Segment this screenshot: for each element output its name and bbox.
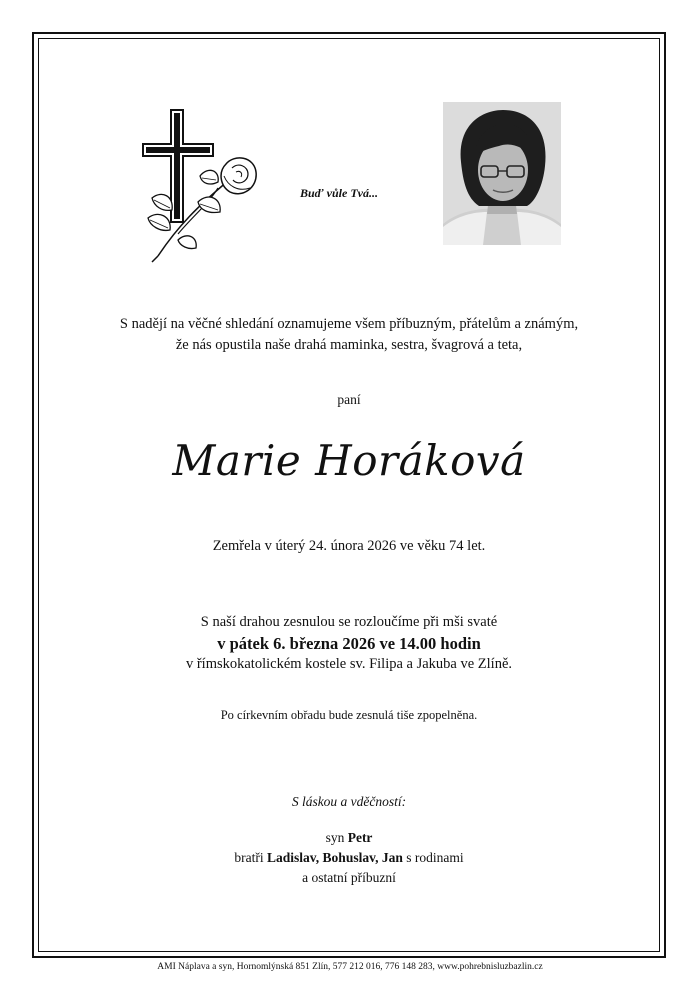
portrait-photo <box>443 102 561 245</box>
deceased-name: Marie Horáková <box>172 436 526 485</box>
brothers-suffix: s rodinami <box>402 850 464 865</box>
cremation-note: Po církevním obřadu bude zesnulá tiše zpopelněna. <box>220 708 478 722</box>
intro-line-2: že nás opustila naše drahá maminka, sestra, švagrová a teta, <box>175 337 523 353</box>
intro-paragraph <box>38 314 660 356</box>
inner-border <box>38 38 660 952</box>
title-word: paní <box>337 392 361 407</box>
funeral-service-footer: AMI Náplava a syn, Hornomlýnská 851 Zlín, 577 212 016, 776 148 283, www.pohrebnisluzbazlin.cz <box>157 962 543 972</box>
intro-line-1: S nadějí na věčné shledání oznamujeme všem příbuzným, přátelům a známým, <box>119 316 579 332</box>
death-notice: Zemřela v úterý 24. února 2026 ve věku 74 let. <box>212 538 486 554</box>
brothers-names: Ladislav, Bohuslav, Jan <box>267 850 403 865</box>
farewell-block <box>38 612 660 675</box>
brothers-prefix: bratři <box>234 850 268 865</box>
farewell-line-1: S naší drahou zesnulou se rozloučíme při mši svaté <box>200 614 498 630</box>
mourner-others: a ostatní příbuzní <box>302 870 396 885</box>
farewell-datetime: v pátek 6. března 2026 ve 14.00 hodin <box>217 634 481 653</box>
motto-text: Buď vůle Tvá... <box>300 186 378 200</box>
son-prefix: syn <box>325 830 348 845</box>
mourner-brothers <box>38 848 660 868</box>
mourners-list <box>38 828 660 888</box>
mourner-son <box>38 828 660 848</box>
son-name: Petr <box>347 830 373 845</box>
farewell-place: v římskokatolickém kostele sv. Filipa a Jakuba ve Zlíně. <box>185 656 513 672</box>
closing-phrase: S láskou a vděčností: <box>291 794 407 809</box>
cross-with-rose-icon <box>138 106 268 266</box>
